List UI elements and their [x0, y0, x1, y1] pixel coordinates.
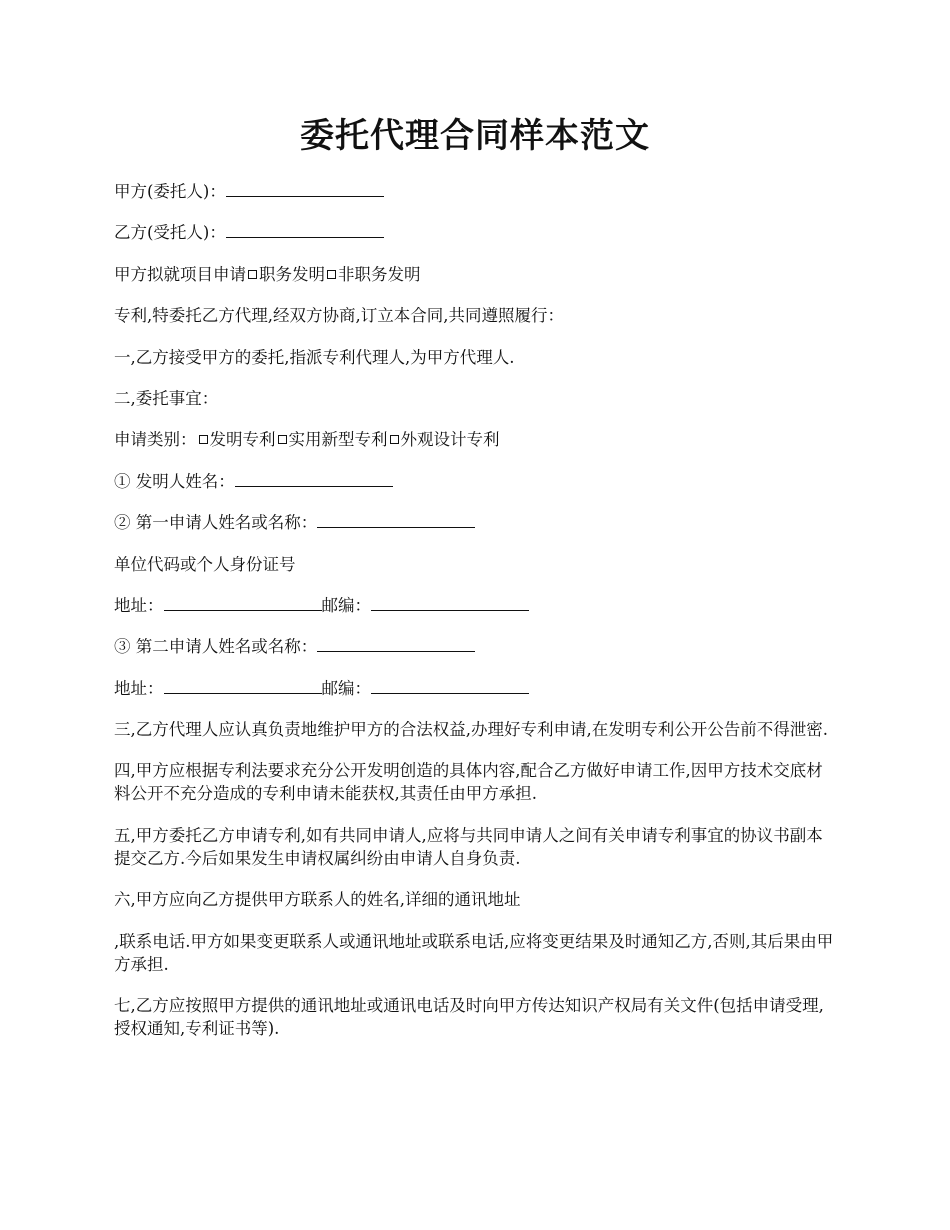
second-applicant-blank — [317, 635, 475, 652]
first-applicant-line — [114, 511, 838, 534]
second-applicant-label: ③ 第二申请人姓名或名称： — [114, 637, 318, 657]
party-a-blank — [226, 180, 384, 197]
address-blank-2 — [164, 677, 322, 694]
postcode-blank-2 — [371, 677, 529, 694]
checkbox-invention-patent — [199, 435, 208, 444]
clause-6-continued: ,联系电话.甲方如果变更联系人或通讯地址或联系电话,应将变更结果及时通知乙方,否则,其后果由甲方承担. — [114, 931, 834, 974]
first-applicant-blank — [317, 511, 475, 528]
inventor-name-line — [114, 470, 838, 493]
party-b-line — [114, 221, 838, 244]
invention-patent-label: 发明专利 — [209, 430, 276, 450]
first-applicant-label: ② 第一申请人姓名或名称： — [114, 513, 318, 533]
patent-category-label: 申请类别： — [114, 430, 197, 450]
utility-model-label: 实用新型专利 — [288, 430, 388, 450]
checkbox-utility-model — [278, 435, 287, 444]
address-blank-1 — [164, 594, 322, 611]
inventor-name-label: ① 发明人姓名： — [114, 471, 235, 491]
design-patent-label: 外观设计专利 — [400, 430, 500, 450]
id-code-line: 单位代码或个人身份证号 — [114, 554, 296, 574]
agreement-intro: 专利,特委托乙方代理,经双方协商,订立本合同,共同遵照履行： — [114, 306, 564, 326]
party-b-blank — [226, 221, 384, 238]
postcode-label-1: 邮编： — [321, 595, 371, 615]
service-invention-label: 职务发明 — [259, 264, 325, 284]
address-label-1: 地址： — [114, 595, 164, 615]
document-body — [114, 180, 838, 1058]
inventor-name-blank — [235, 470, 393, 487]
clause-4: 四,甲方应根据专利法要求充分公开发明创造的具体内容,配合乙方做好申请工作,因甲方技术交底材料公开不充分造成的专利申请未能获权,其责任由甲方承担. — [114, 761, 823, 804]
application-type-line — [114, 263, 838, 286]
checkbox-non-service-invention — [327, 270, 336, 279]
clause-3: 三,乙方代理人应认真负责地维护甲方的合法权益,办理好专利申请,在发明专利公开公告前不得泄密. — [114, 720, 828, 740]
postcode-blank-1 — [371, 594, 529, 611]
non-service-invention-label: 非职务发明 — [338, 264, 421, 284]
patent-category-line — [114, 428, 838, 451]
clause-1: 一,乙方接受甲方的委托,指派专利代理人,为甲方代理人. — [114, 347, 515, 367]
clause-6: 六,甲方应向乙方提供甲方联系人的姓名,详细的通讯地址 — [114, 890, 521, 910]
address-line-2 — [114, 677, 838, 700]
checkbox-design-patent — [390, 435, 399, 444]
address-line-1 — [114, 594, 838, 617]
clause-2-heading: 二,委托事宜： — [114, 388, 219, 408]
application-intro-text: 甲方拟就项目申请 — [114, 264, 246, 284]
clause-5: 五,甲方委托乙方申请专利,如有共同申请人,应将与共同申请人之间有关申请专利事宜的协议书副本提交乙方.今后如果发生申请权属纠纷由申请人自身负责. — [114, 825, 823, 868]
document-title: 委托代理合同样本范文 — [300, 116, 650, 156]
party-b-label: 乙方(受托人)： — [114, 223, 226, 243]
checkbox-service-invention — [248, 270, 257, 279]
party-a-label: 甲方(委托人)： — [114, 182, 226, 201]
address-label-2: 地址： — [114, 678, 164, 698]
second-applicant-line — [114, 635, 838, 658]
party-a-line — [114, 180, 838, 203]
postcode-label-2: 邮编： — [321, 678, 371, 698]
clause-7: 七,乙方应按照甲方提供的通讯地址或通讯电话及时向甲方传达知识产权局有关文件(包括申请受理,授权通知,专利证书等). — [114, 996, 824, 1039]
